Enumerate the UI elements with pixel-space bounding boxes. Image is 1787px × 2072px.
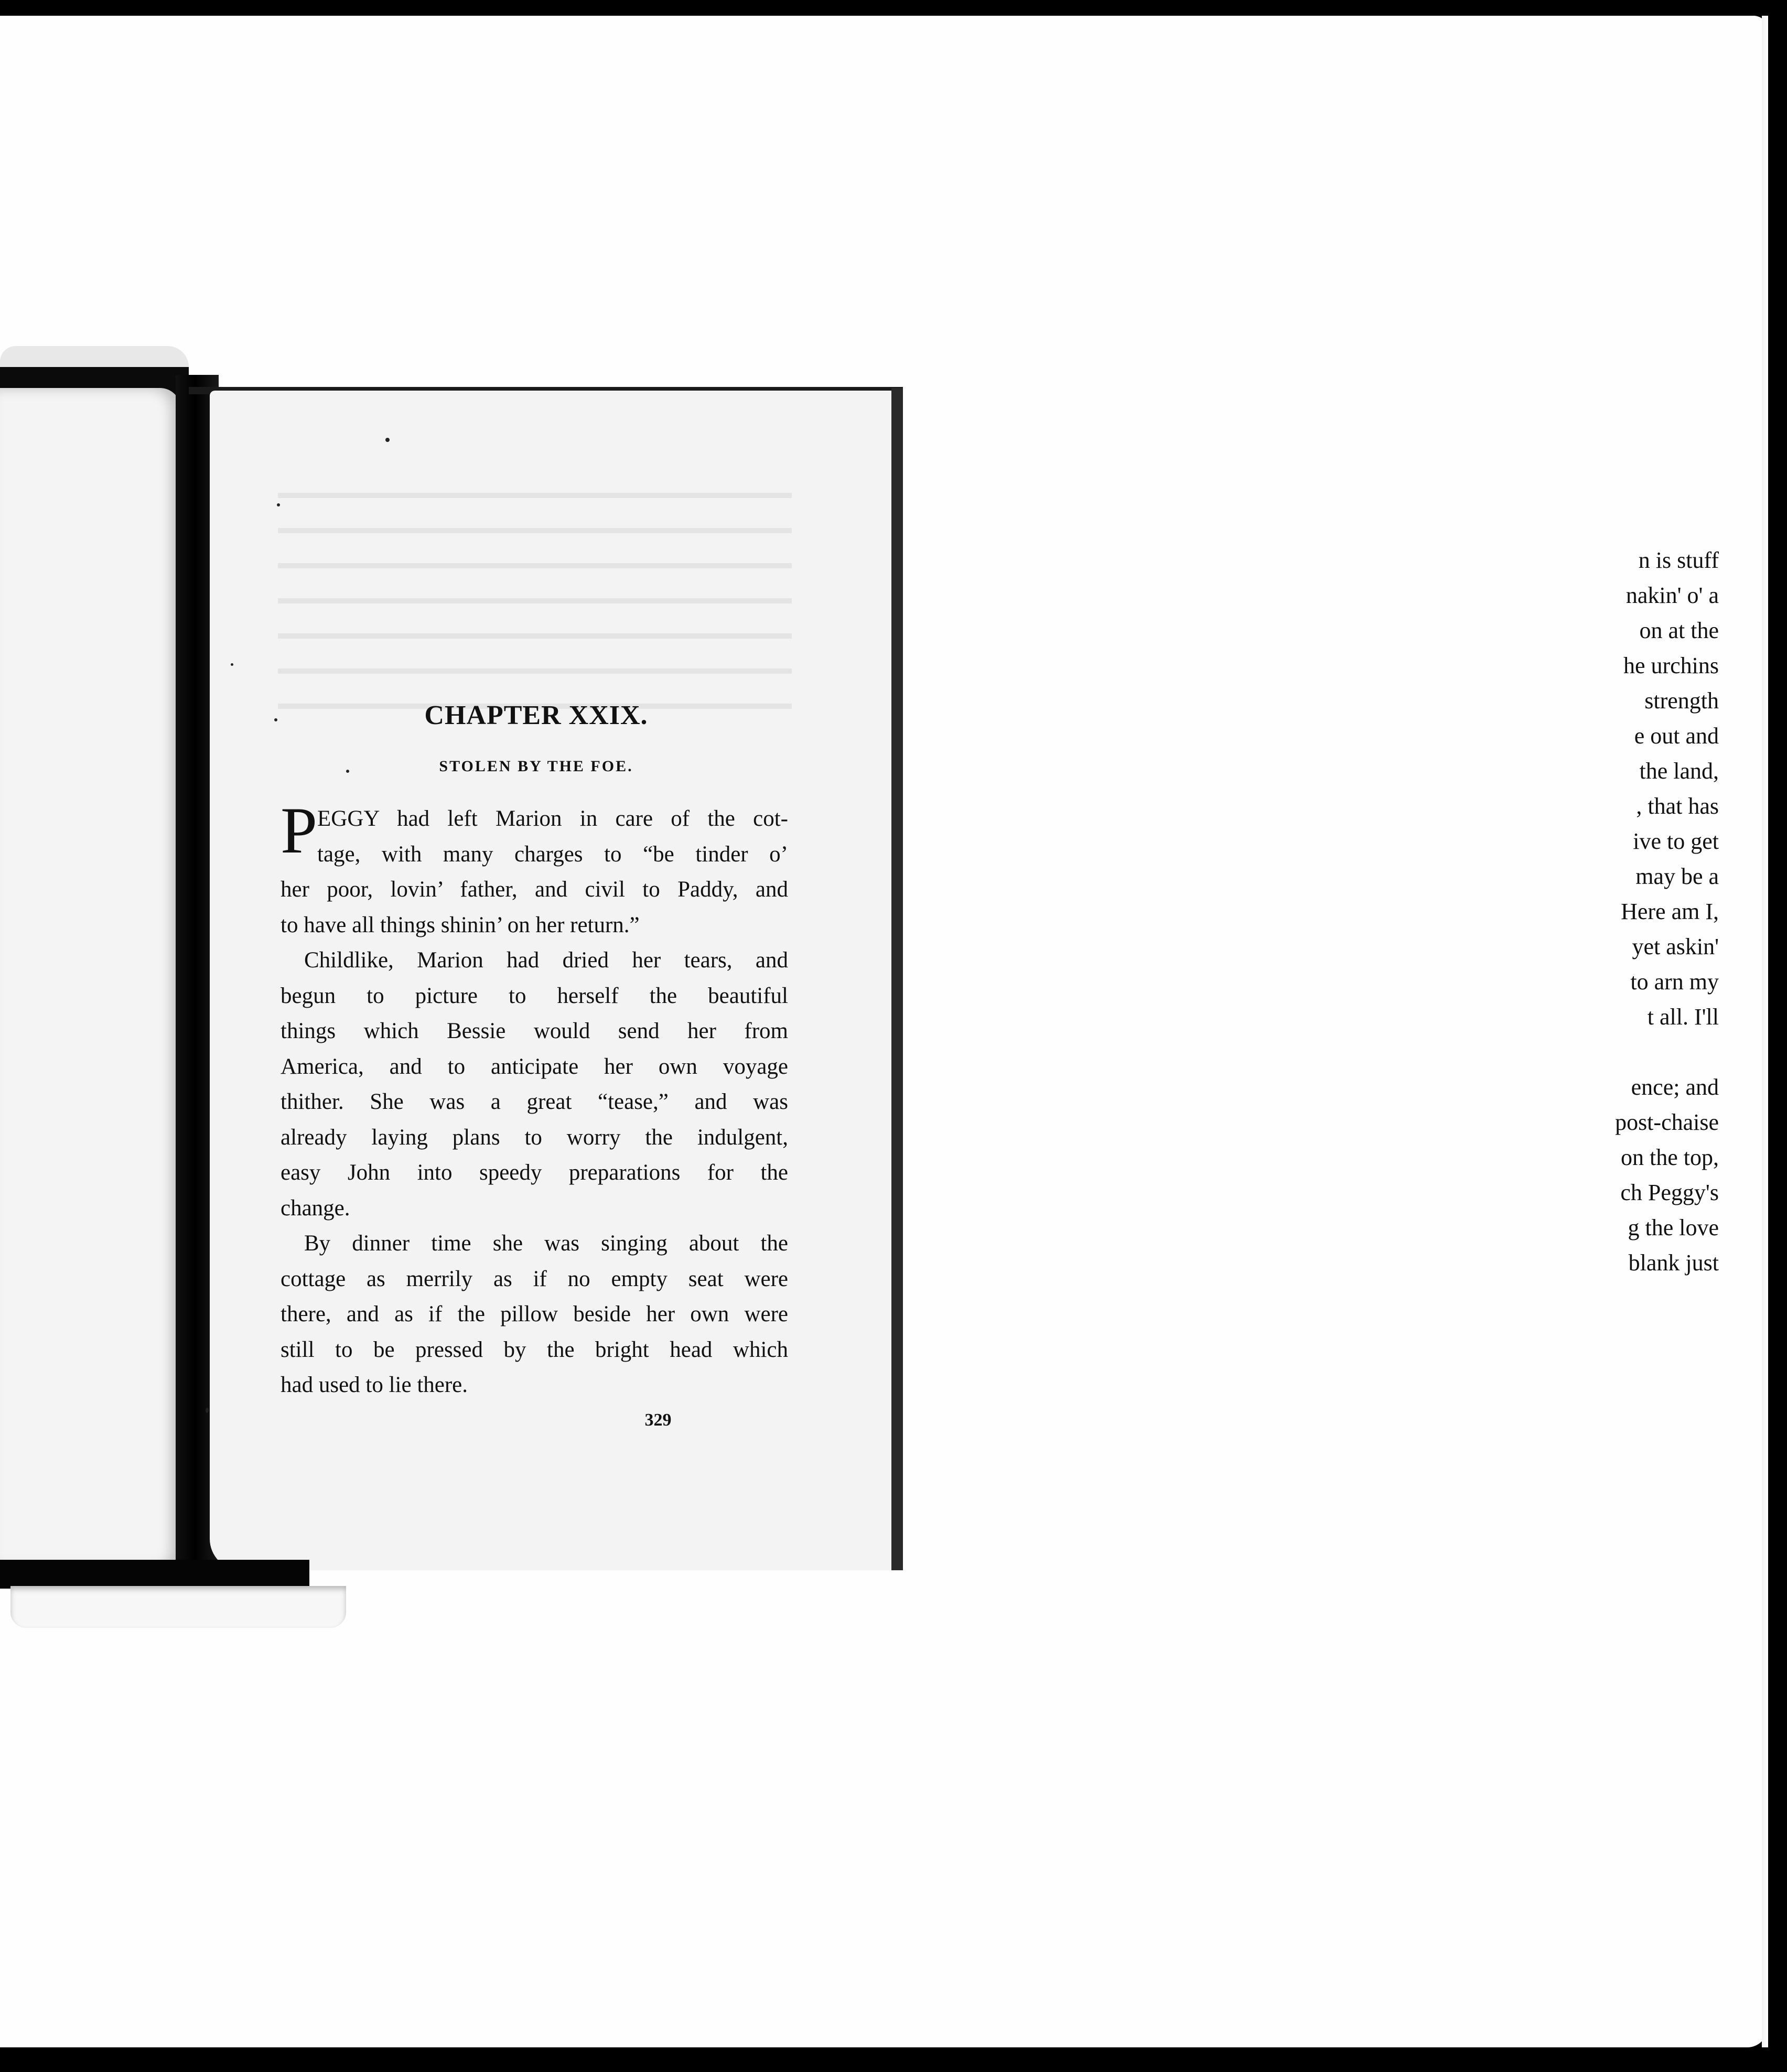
scan-speck (346, 770, 349, 773)
paragraph-line: there, and as if the pillow beside her own were (281, 1302, 788, 1326)
paragraph-line: had used to lie there. (281, 1373, 468, 1397)
page-number: 329 (644, 1410, 672, 1430)
chapter-subtitle: STOLEN BY THE FOE. (439, 758, 633, 775)
left-line: on at the (1639, 618, 1719, 643)
left-line: g the love (1628, 1215, 1719, 1240)
paragraph-line: By dinner time she was singing about the (304, 1231, 788, 1256)
paragraph-line: begun to picture to herself the beautiful (281, 983, 788, 1008)
left-line: may be a (1635, 864, 1719, 889)
scan-speck (277, 503, 280, 506)
left-line: nakin' o' a (1625, 582, 1719, 608)
left-line: on the top, (1621, 1145, 1719, 1170)
paragraph-line: to have all things shinin’ on her return.” (281, 912, 640, 937)
left-line: ence; and (1631, 1074, 1719, 1100)
left-line: he urchins (1623, 653, 1719, 678)
paragraph-line: things which Bessie would send her from (281, 1019, 788, 1043)
left-line: post-chaise (1615, 1109, 1719, 1135)
line-text: EGGY had left Marion in care of the cot- (317, 806, 788, 831)
paragraph-line: easy John into speedy preparations for the (281, 1160, 788, 1185)
left-line: ive to get (1633, 828, 1719, 854)
bottom-page-curl (10, 1586, 346, 1628)
left-line: ch Peggy's (1620, 1180, 1719, 1205)
chapter-body (281, 794, 788, 1403)
left-line: the land, (1639, 758, 1719, 784)
left-line: blank just (1628, 1250, 1719, 1276)
frame-edge (1762, 16, 1768, 2047)
paragraph-line: America, and to anticipate her own voyage (281, 1054, 788, 1079)
show-through-text (278, 493, 792, 713)
paragraph-line: change. (281, 1195, 350, 1221)
left-line: Here am I, (1621, 899, 1719, 924)
left-line: to arn my (1630, 969, 1719, 995)
paragraph-line: thither. She was a great “tease,” and was (281, 1089, 788, 1114)
scan-speck (206, 1408, 209, 1413)
paragraph-line: her poor, lovin’ father, and civil to Paddy, and (281, 877, 788, 902)
paragraph-line: tage, with many charges to “be tinder o’ (317, 841, 788, 867)
left-line (1404, 1034, 1719, 1070)
paragraph-line: Childlike, Marion had dried her tears, and (304, 948, 788, 973)
left-line: t all. I'll (1647, 1004, 1719, 1030)
paragraph-line: still to be pressed by the bright head which (281, 1337, 788, 1362)
left-line: , that has (1636, 793, 1719, 819)
scan-speck (385, 438, 390, 442)
left-line: yet askin' (1632, 934, 1719, 959)
left-page-text (1404, 543, 1719, 1280)
scan-speck (274, 718, 277, 721)
left-page (0, 388, 181, 1568)
bottom-shadow-band (0, 1560, 309, 1589)
drop-cap: P (281, 794, 318, 867)
paragraph-line: cottage as merrily as if no empty seat were (281, 1266, 788, 1291)
left-line: strength (1644, 688, 1719, 714)
scan-speck (231, 663, 233, 666)
chapter-heading: CHAPTER XXIX. (424, 700, 648, 730)
paragraph-line: already laying plans to worry the indulgent, (281, 1125, 788, 1150)
left-line: e out and (1634, 723, 1719, 749)
left-line: n is stuff (1638, 547, 1719, 573)
right-page-edge (891, 388, 903, 1570)
